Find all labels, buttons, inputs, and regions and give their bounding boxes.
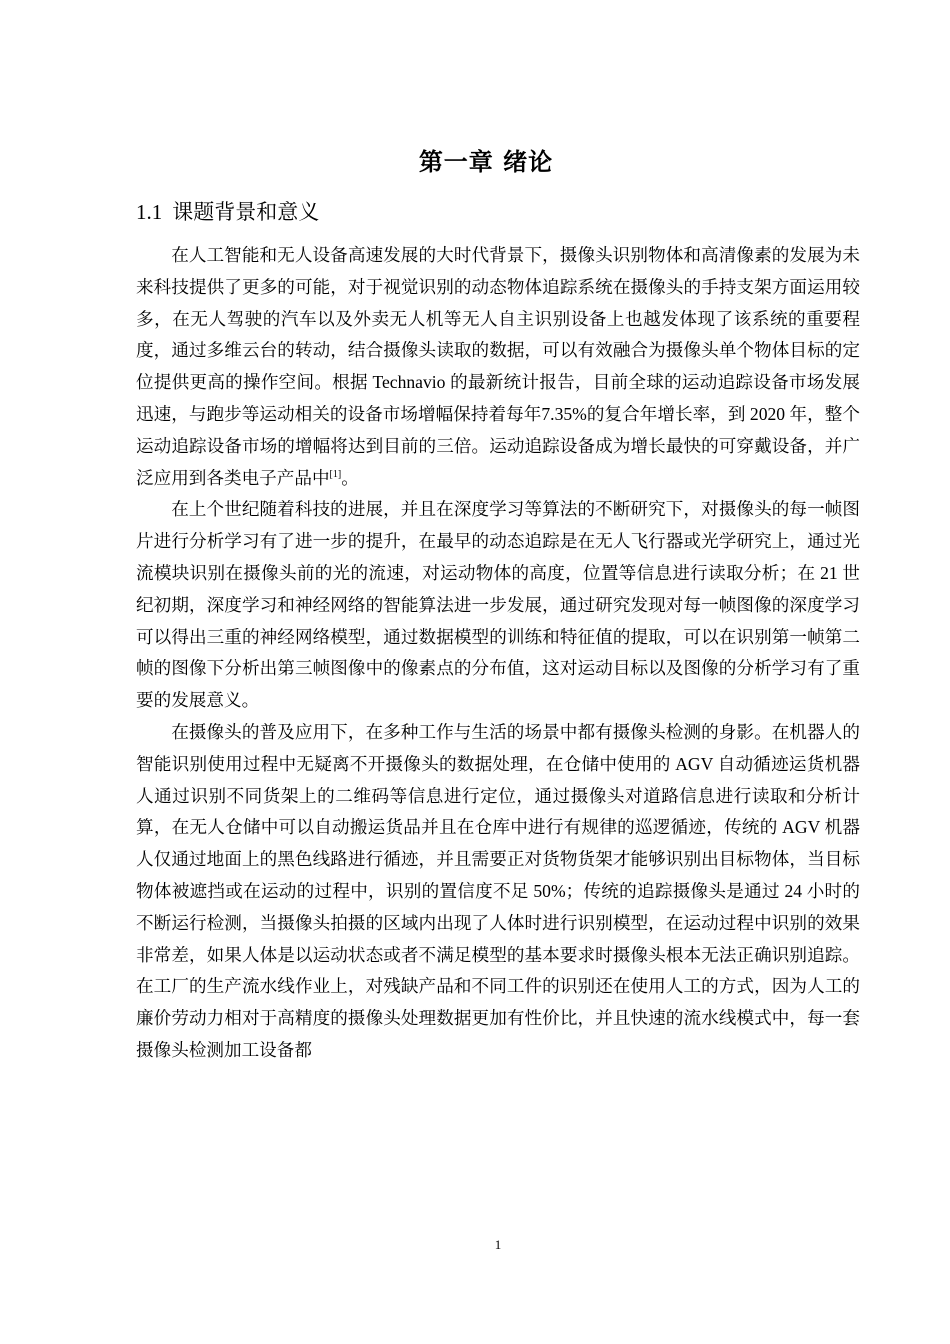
paragraph-1-end: 。: [341, 467, 359, 488]
paragraph-3-text: 在摄像头的普及应用下，在多种工作与生活的场景中都有摄像头检测的身影。在机器人的智能识别使用过程中无疑离不开摄像头的数据处理，在仓储中使用的 AGV 自动循迹运货机器人通过识别不同货架上的二维码等信息进行定位，通过摄像头对道路信息进行读取和分析计算，在无人仓储中可以自动搬运货品并且在仓库中进行有规律的巡逻循迹，传统的 AGV 机器人仅通过地面上的黑色线路进行循迹，并且需要正对货物货架才能够识别出目标物体，当目标物体被遮挡或在运动的过程中，识别的置信度不足 50%；传统的追踪摄像头是通过 24 小时的不断运行检测，当摄像头拍摄的区域内出现了人体时进行识别模型，在运动过程中识别的效果非常差，如果人体是以运动状态或者不满足模型的基本要求时摄像头根本无法正确识别追踪。在工厂的生产流水线作业上，对残缺产品和不同工件的识别还在使用人工的方式，因为人工的廉价劳动力相对于高精度的摄像头处理数据更加有性价比，并且快速的流水线模式中，每一套摄像头检测加工设备都: [136, 721, 860, 1060]
section-title: 课题背景和意义: [172, 200, 320, 224]
paragraph-1-text: 在人工智能和无人设备高速发展的大时代背景下，摄像头识别物体和高清像素的发展为未来科技提供了更多的可能，对于视觉识别的动态物体追踪系统在摄像头的手持支架方面运用较多，在无人驾驶的汽车以及外卖无人机等无人自主识别设备上也越发体现了该系统的重要程度，通过多维云台的转动，结合摄像头读取的数据，可以有效融合为摄像头单个物体目标的定位提供更高的操作空间。根据 Technavio 的最新统计报告，目前全球的运动追踪设备市场发展迅速，与跑步等运动相关的设备市场增幅保持着每年7.35%的复合年增长率，到 2020 年，整个运动追踪设备市场的增幅将达到目前的三倍。运动追踪设备成为增长最快的可穿戴设备，并广泛应用到各类电子产品中: [136, 245, 860, 488]
paragraph-2-text: 在上个世纪随着科技的进展，并且在深度学习等算法的不断研究下，对摄像头的每一帧图片进行分析学习有了进一步的提升，在最早的动态追踪是在无人飞行器或光学研究上，通过光流模块识别在摄像头前的光的流速，对运动物体的高度，位置等信息进行读取分析；在 21 世纪初期，深度学习和神经网络的智能算法进一步发展，通过研究发现对每一帧图像的深度学习可以得出三重的神经网络模型，通过数据模型的训练和特征值的提取，可以在识别第一帧第二帧的图像下分析出第三帧图像中的像素点的分布值，这对运动目标以及图像的分析学习有了重要的发展意义。: [136, 499, 860, 711]
section-heading: [136, 197, 319, 227]
paragraph-2: [136, 494, 860, 717]
paragraph-3: [136, 717, 860, 1067]
paragraph-1: [136, 240, 860, 494]
chapter-title: 第一章 绪论: [418, 148, 554, 176]
page-number: 1: [494, 1237, 502, 1252]
citation-1: [1]: [329, 468, 342, 480]
body-text: [136, 240, 860, 1067]
section-number: 1.1: [136, 200, 163, 224]
